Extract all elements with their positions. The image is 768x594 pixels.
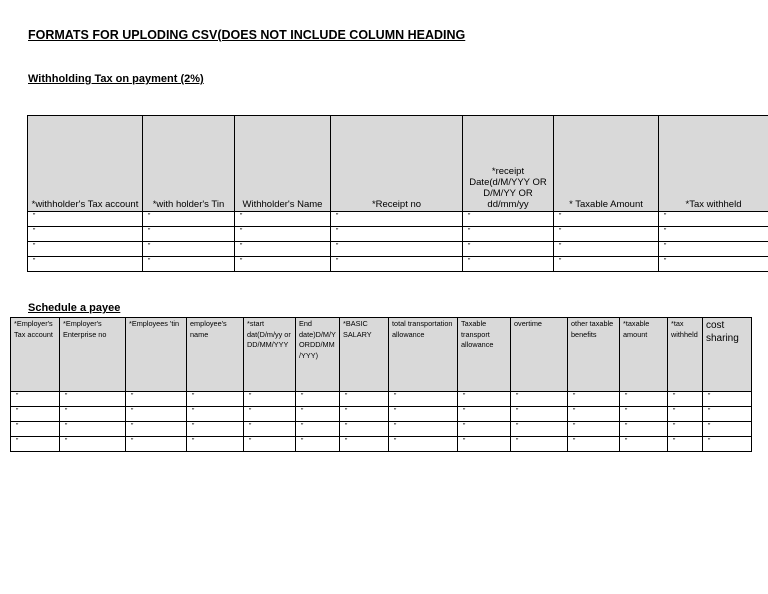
table-cell: ” <box>187 437 244 452</box>
table-cell: ” <box>296 437 340 452</box>
table-cell: ” <box>511 407 568 422</box>
col-header: *Receipt no <box>331 116 463 212</box>
table-cell: ” <box>340 392 389 407</box>
table-cell: ” <box>554 227 659 242</box>
table-cell: ” <box>11 392 60 407</box>
table-row <box>11 392 752 407</box>
col-header: overtime <box>511 318 568 392</box>
table-cell: ” <box>389 407 458 422</box>
table-cell: ” <box>126 422 187 437</box>
col-header: End date)D/M/Y ORDD/MM/YYY) <box>296 318 340 392</box>
table-cell: ” <box>668 392 703 407</box>
table-cell: ” <box>60 422 126 437</box>
withholding-header-row <box>28 116 768 212</box>
table-cell: ” <box>60 392 126 407</box>
table-cell: ” <box>11 407 60 422</box>
table-cell: ” <box>126 392 187 407</box>
table-row <box>28 212 768 227</box>
table-cell: ” <box>620 392 668 407</box>
table-cell: ” <box>296 407 340 422</box>
table-cell: ” <box>126 437 187 452</box>
table-cell: ” <box>458 422 511 437</box>
table-cell: ” <box>331 242 463 257</box>
withholding-tax-table <box>27 115 768 272</box>
table-cell: ” <box>143 242 235 257</box>
table-cell: ” <box>554 242 659 257</box>
col-header: *Tax withheld <box>659 116 768 212</box>
table-cell: ” <box>11 422 60 437</box>
col-header: other taxable benefits <box>568 318 620 392</box>
col-header: total transportation allowance <box>389 318 458 392</box>
table-cell: ” <box>11 437 60 452</box>
table-cell: ” <box>28 212 143 227</box>
col-header: *receipt Date(d/M/YYY OR D/M/YY OR dd/mm/yy <box>463 116 554 212</box>
table-cell: ” <box>126 407 187 422</box>
payee-schedule-table <box>10 317 752 452</box>
table-cell: ” <box>659 257 768 272</box>
table-cell: ” <box>668 407 703 422</box>
table-cell: ” <box>28 227 143 242</box>
table-cell: ” <box>60 407 126 422</box>
table-row <box>11 437 752 452</box>
table-cell: ” <box>235 242 331 257</box>
table-cell: ” <box>389 392 458 407</box>
col-header: *Employees 'tin <box>126 318 187 392</box>
table-cell: ” <box>511 437 568 452</box>
table-cell: ” <box>668 422 703 437</box>
col-header: *Employer's Tax account <box>11 318 60 392</box>
page-title: FORMATS FOR UPLODING CSV(DOES NOT INCLUDE COLUMN HEADING <box>28 28 466 42</box>
table-cell: ” <box>60 437 126 452</box>
table-cell: ” <box>463 227 554 242</box>
table-cell: ” <box>296 422 340 437</box>
table-cell: ” <box>458 407 511 422</box>
table-cell: ” <box>331 257 463 272</box>
table-cell: ” <box>511 392 568 407</box>
col-header: *Employer's Enterprise no <box>60 318 126 392</box>
col-header: Taxable transport allowance <box>458 318 511 392</box>
table-cell: ” <box>668 437 703 452</box>
table-cell: ” <box>568 407 620 422</box>
table-cell: ” <box>458 392 511 407</box>
table-cell: ” <box>244 407 296 422</box>
table-cell: ” <box>28 257 143 272</box>
table-cell: ” <box>703 422 752 437</box>
col-header: cost sharing <box>703 318 752 392</box>
table-cell: ” <box>340 407 389 422</box>
table-cell: ” <box>659 227 768 242</box>
table-cell: ” <box>340 422 389 437</box>
table-cell: ” <box>463 242 554 257</box>
table-cell: ” <box>244 392 296 407</box>
table-cell: ” <box>703 437 752 452</box>
table-cell: ” <box>659 212 768 227</box>
table-cell: ” <box>143 227 235 242</box>
col-header: *with holder's Tin <box>143 116 235 212</box>
col-header: *taxable amount <box>620 318 668 392</box>
withholding-section-title: Withholding Tax on payment (2%) <box>28 73 204 85</box>
table-row <box>28 242 768 257</box>
table-cell: ” <box>235 257 331 272</box>
table-cell: ” <box>620 422 668 437</box>
table-cell: ” <box>143 212 235 227</box>
table-cell: ” <box>235 227 331 242</box>
table-cell: ” <box>331 212 463 227</box>
col-header: * Taxable Amount <box>554 116 659 212</box>
table-cell: ” <box>620 437 668 452</box>
table-cell: ” <box>568 437 620 452</box>
table-cell: ” <box>187 392 244 407</box>
table-cell: ” <box>244 422 296 437</box>
table-cell: ” <box>389 437 458 452</box>
col-header: Withholder's Name <box>235 116 331 212</box>
table-cell: ” <box>187 422 244 437</box>
table-cell: ” <box>187 407 244 422</box>
table-row <box>28 257 768 272</box>
table-row <box>28 227 768 242</box>
payee-header-row <box>11 318 752 392</box>
table-row <box>11 407 752 422</box>
table-cell: ” <box>458 437 511 452</box>
table-row <box>11 422 752 437</box>
table-cell: ” <box>389 422 458 437</box>
col-header: *tax withheld <box>668 318 703 392</box>
table-cell: ” <box>28 242 143 257</box>
table-cell: ” <box>568 392 620 407</box>
table-cell: ” <box>296 392 340 407</box>
table-cell: ” <box>659 242 768 257</box>
table-cell: ” <box>463 257 554 272</box>
table-cell: ” <box>703 407 752 422</box>
col-header: *start dat(D/m/yy or DD/MM/YYY <box>244 318 296 392</box>
table-cell: ” <box>235 212 331 227</box>
table-cell: ” <box>703 392 752 407</box>
table-cell: ” <box>244 437 296 452</box>
table-cell: ” <box>463 212 554 227</box>
table-cell: ” <box>554 212 659 227</box>
table-cell: ” <box>620 407 668 422</box>
table-cell: ” <box>340 437 389 452</box>
col-header: *withholder's Tax account <box>28 116 143 212</box>
table-cell: ” <box>143 257 235 272</box>
table-cell: ” <box>511 422 568 437</box>
table-cell: ” <box>554 257 659 272</box>
table-cell: ” <box>568 422 620 437</box>
col-header: employee's name <box>187 318 244 392</box>
table-cell: ” <box>331 227 463 242</box>
col-header: *BASIC SALARY <box>340 318 389 392</box>
payee-section-title: Schedule a payee <box>28 302 121 314</box>
